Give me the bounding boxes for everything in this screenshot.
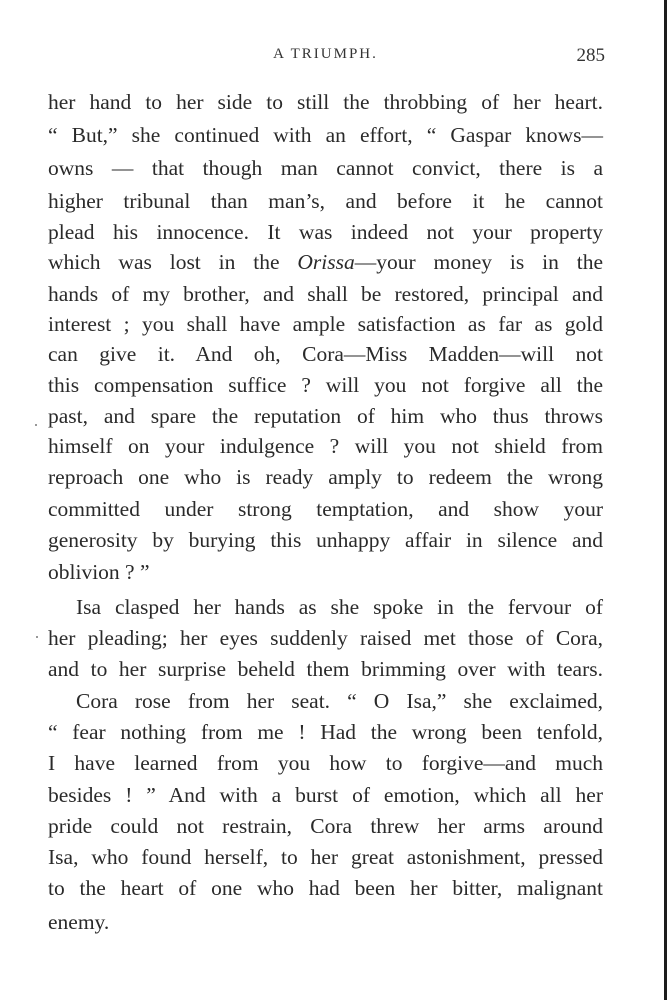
text-line: generosity by burying this unhappy affair in silence and	[48, 528, 603, 552]
text-line: owns — that though man cannot convict, there is a	[48, 156, 603, 180]
text-line: Isa clasped her hands as she spoke in the fervour of	[76, 595, 603, 619]
text-line: her pleading; her eyes suddenly raised met those of Cora,	[48, 626, 603, 650]
text-line: which was lost in the Orissa—your money is in the	[48, 250, 603, 274]
text-line: Isa, who found herself, to her great astonishment, pressed	[48, 845, 603, 869]
text-line: and to her surprise beheld them brimming over with tears.	[48, 657, 603, 681]
running-head	[48, 46, 603, 70]
text-line: oblivion ? ”	[48, 560, 150, 584]
text-line: Cora rose from her seat. “ O Isa,” she exclaimed,	[76, 689, 603, 713]
text-line: higher tribunal than man’s, and before it he cannot	[48, 189, 603, 213]
text-line: committed under strong temptation, and show your	[48, 497, 603, 521]
ship-name: Orissa	[297, 250, 355, 274]
text-line: can give it. And oh, Cora—Miss Madden—will not	[48, 342, 603, 366]
margin-speck	[36, 636, 38, 638]
text-line: pride could not restrain, Cora threw her arms around	[48, 814, 603, 838]
text-line: her hand to her side to still the throbbing of her heart.	[48, 90, 603, 114]
margin-speck	[35, 424, 37, 426]
text-line: himself on your indulgence ? will you not shield from	[48, 434, 603, 458]
text-line: to the heart of one who had been her bitter, malignant	[48, 876, 603, 900]
text-line: hands of my brother, and shall be restored, principal and	[48, 282, 603, 306]
text-line: this compensation suffice ? will you not forgive all the	[48, 373, 603, 397]
text-line: enemy.	[48, 910, 110, 934]
text-line: plead his innocence. It was indeed not your property	[48, 220, 603, 244]
text-line: “ But,” she continued with an effort, “ Gaspar knows—	[48, 123, 603, 147]
text-line: besides ! ” And with a burst of emotion, which all her	[48, 783, 603, 807]
running-title: A TRIUMPH.	[273, 46, 378, 62]
text-line: past, and spare the reputation of him who thus throws	[48, 404, 603, 428]
text-line: I have learned from you how to forgive—and much	[48, 751, 603, 775]
text-line: reproach one who is ready amply to redeem the wrong	[48, 465, 603, 489]
page-number: 285	[576, 45, 605, 66]
text-line: “ fear nothing from me ! Had the wrong been tenfold,	[48, 720, 603, 744]
text-line: interest ; you shall have ample satisfaction as far as gold	[48, 312, 603, 336]
